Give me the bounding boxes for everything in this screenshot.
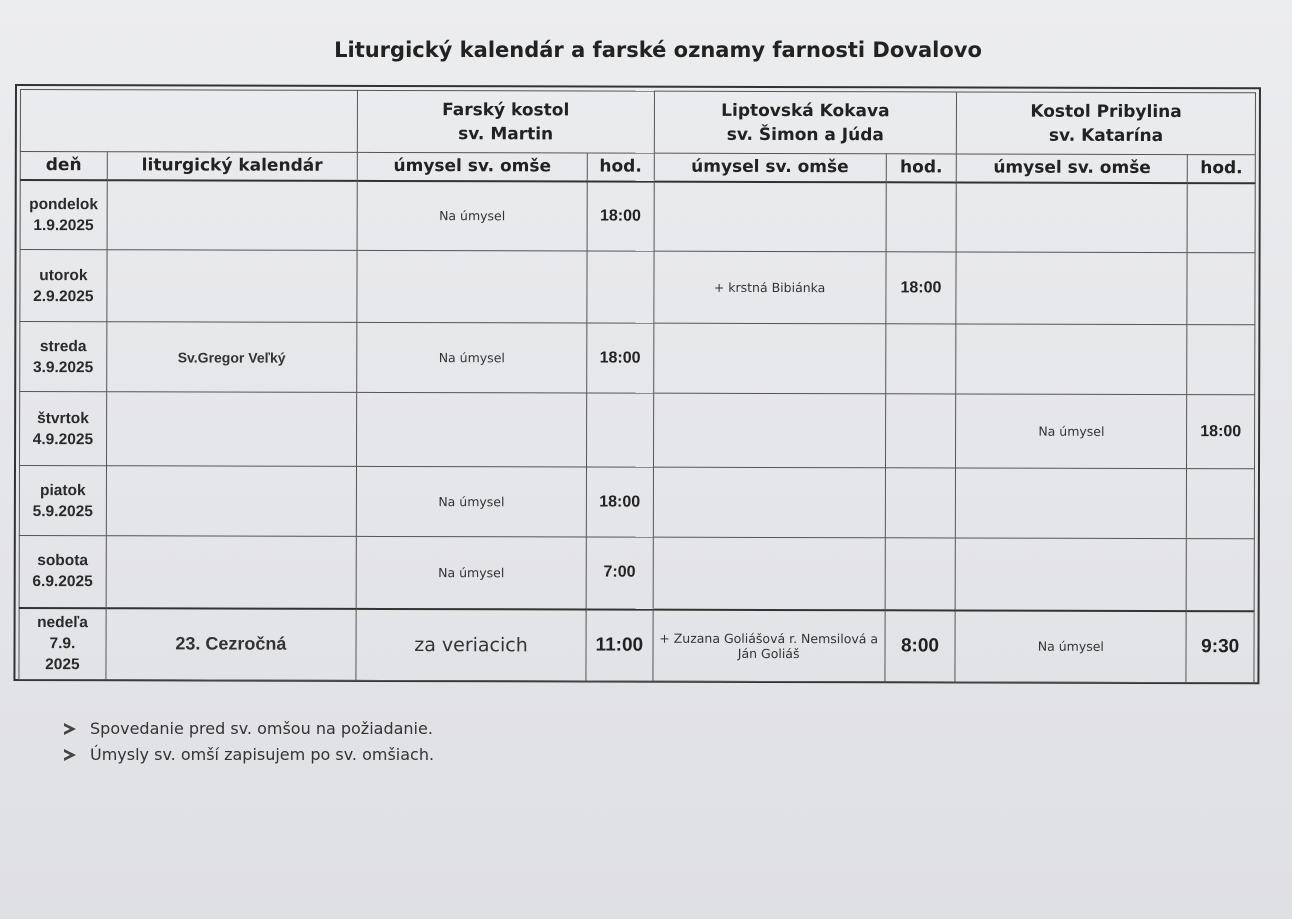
intent-cell: + Zuzana Goliášová r. Nemsilová a Ján Goliáš	[653, 609, 885, 682]
church-patron: sv. Martin	[458, 123, 554, 144]
header-blank-cell	[20, 90, 357, 153]
church-patron: sv. Šimon a Júda	[726, 124, 884, 145]
liturgical-cell	[107, 250, 357, 323]
column-header-intent: úmysel sv. omše	[357, 152, 587, 181]
table-row	[19, 536, 1254, 611]
hour-cell	[885, 468, 956, 538]
table-row	[20, 250, 1255, 325]
column-header-intent: úmysel sv. omše	[957, 154, 1188, 183]
day-name: štvrtok	[37, 409, 89, 427]
table-row	[20, 180, 1255, 253]
liturgical-cell: Sv.Gregor Veľký	[106, 322, 356, 393]
list-item	[64, 716, 434, 742]
note-text: Úmysly sv. omší zapisujem po sv. omšiach.	[90, 745, 435, 764]
day-cell	[20, 392, 107, 466]
intent-cell	[955, 538, 1186, 611]
day-name: sobota	[37, 552, 89, 570]
day-date: 6.9.2025	[32, 573, 93, 591]
hour-cell: 7:00	[586, 537, 653, 609]
church-name: Farský kostol	[442, 99, 570, 120]
hour-cell: 18:00	[1187, 395, 1255, 469]
intent-cell	[956, 182, 1187, 253]
day-cell	[19, 536, 106, 608]
note-text: Spovedanie pred sv. omšou na požiadanie.	[90, 719, 433, 738]
day-name: utorok	[39, 266, 88, 284]
column-header-liturgical: liturgický kalendár	[107, 152, 357, 181]
table-row	[20, 392, 1255, 469]
intent-cell: Na úmysel	[956, 394, 1187, 469]
intent-cell	[956, 252, 1187, 325]
day-cell	[20, 250, 107, 322]
day-cell	[20, 180, 107, 250]
hour-cell	[1187, 325, 1255, 395]
intent-cell	[357, 250, 587, 323]
intent-cell: za veriacich	[356, 608, 586, 681]
church-header-kokava	[654, 91, 957, 154]
intent-cell	[653, 537, 885, 610]
church-header-row	[20, 90, 1255, 155]
schedule-table-frame	[13, 84, 1261, 684]
hour-cell: 18:00	[586, 467, 653, 537]
schedule-table	[18, 89, 1256, 683]
intent-cell: Na úmysel	[356, 536, 586, 609]
hour-cell	[1187, 183, 1255, 253]
liturgical-cell	[106, 466, 356, 537]
day-date: 2.9.2025	[33, 287, 94, 305]
intent-cell: + krstná Bibiánka	[653, 251, 885, 324]
hour-cell	[885, 538, 956, 610]
intent-cell	[356, 392, 586, 467]
intent-cell	[654, 181, 886, 252]
day-date: 5.9.2025	[32, 502, 93, 520]
arrow-bullet-icon	[64, 723, 76, 735]
intent-cell	[653, 323, 885, 394]
table-row	[19, 608, 1254, 683]
arrow-bullet-icon	[64, 749, 76, 761]
liturgical-cell: 23. Cezročná	[106, 608, 356, 681]
hour-cell	[1187, 469, 1255, 539]
hour-cell: 18:00	[886, 252, 957, 324]
day-cell	[20, 322, 107, 392]
list-item	[64, 742, 434, 768]
column-header-intent: úmysel sv. omše	[654, 153, 886, 182]
day-date: 7.9.	[49, 635, 76, 653]
hour-cell: 8:00	[885, 610, 956, 682]
column-header-day: deň	[20, 152, 107, 180]
church-name: Liptovská Kokava	[721, 100, 890, 121]
table-row	[19, 466, 1254, 539]
hour-cell: 11:00	[586, 609, 653, 681]
church-header-pribylina	[957, 92, 1256, 155]
church-name: Kostol Pribylina	[1030, 101, 1182, 122]
hour-cell	[886, 182, 957, 252]
table-row	[20, 322, 1255, 395]
hour-cell	[587, 251, 654, 323]
column-header-hour: hod.	[1188, 155, 1256, 183]
liturgical-cell	[106, 392, 356, 467]
day-cell	[19, 608, 106, 680]
hour-cell: 9:30	[1186, 611, 1254, 683]
day-name: pondelok	[29, 195, 99, 213]
hour-cell	[1186, 539, 1254, 611]
intent-cell	[653, 393, 885, 468]
intent-cell	[956, 324, 1187, 395]
intent-cell	[653, 467, 885, 538]
column-header-hour: hod.	[587, 153, 654, 181]
hour-cell	[885, 324, 956, 394]
page-title: Liturgický kalendár a farské oznamy farnosti Dovalovo	[334, 38, 982, 62]
church-patron: sv. Katarína	[1048, 125, 1164, 146]
intent-cell	[956, 468, 1187, 539]
day-year: 2025	[45, 656, 80, 674]
day-name: nedeľa	[37, 614, 88, 632]
day-name: streda	[39, 337, 87, 355]
hour-cell	[885, 394, 956, 468]
hour-cell: 18:00	[587, 181, 654, 251]
day-name: piatok	[39, 481, 86, 499]
intent-cell: Na úmysel	[955, 610, 1186, 683]
intent-cell: Na úmysel	[357, 180, 587, 251]
liturgical-cell	[107, 180, 357, 251]
hour-cell: 18:00	[587, 323, 654, 393]
hour-cell	[1187, 253, 1255, 325]
column-header-row	[20, 152, 1255, 183]
day-date: 1.9.2025	[33, 216, 94, 234]
notes-list	[64, 716, 434, 768]
liturgical-cell	[106, 536, 356, 609]
hour-cell	[587, 393, 654, 467]
intent-cell: Na úmysel	[356, 466, 586, 537]
intent-cell: Na úmysel	[357, 322, 587, 393]
church-header-martin	[357, 90, 654, 153]
day-date: 3.9.2025	[32, 358, 94, 376]
day-date: 4.9.2025	[32, 430, 94, 448]
column-header-hour: hod.	[886, 154, 957, 182]
day-cell	[19, 466, 106, 536]
